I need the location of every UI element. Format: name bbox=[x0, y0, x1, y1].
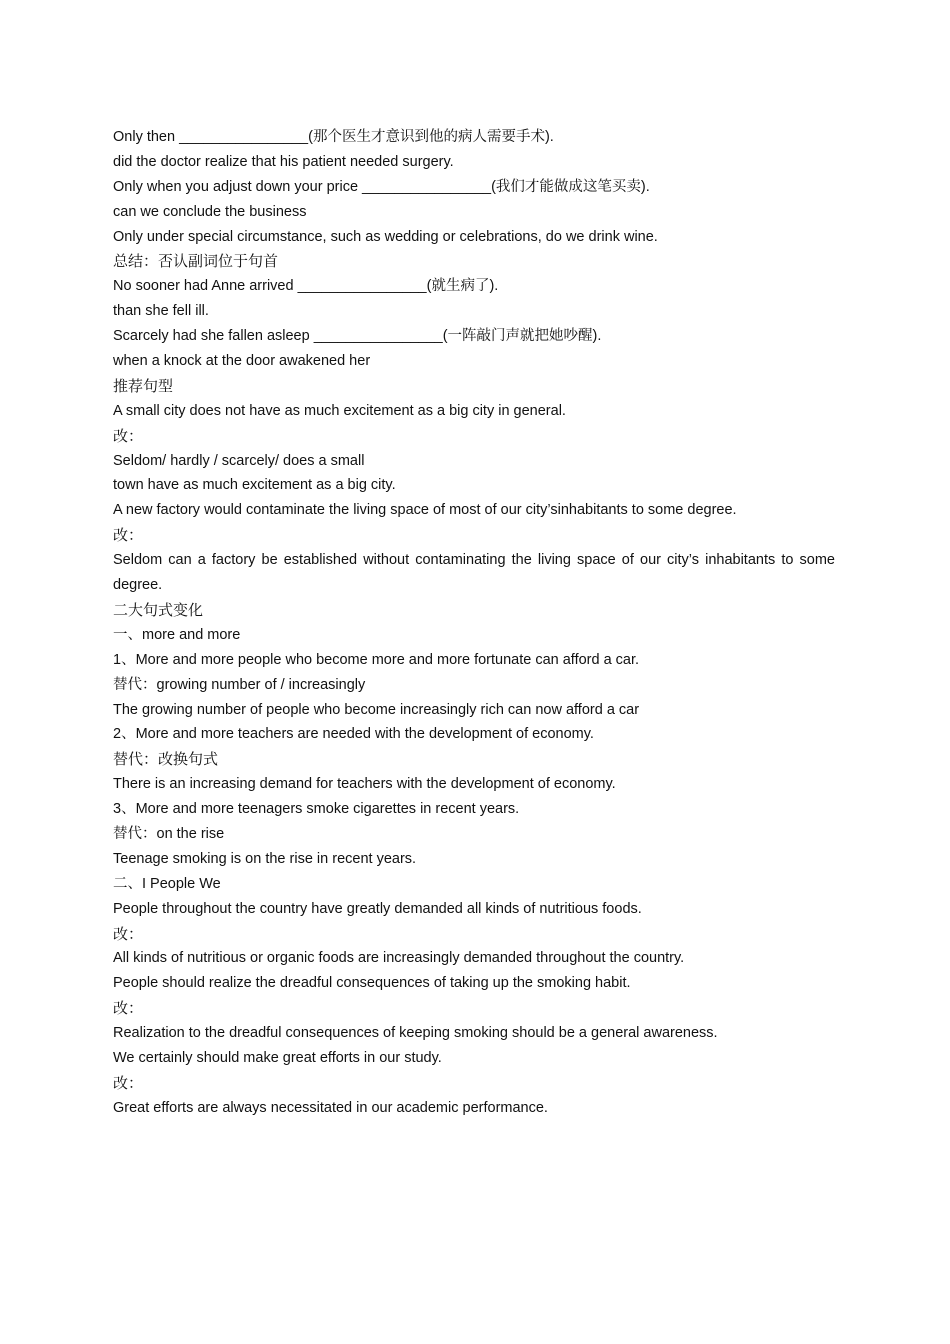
text-line-39: Great efforts are always necessitated in our academic performance. bbox=[113, 1099, 548, 1116]
section-heading-summary: 总结：否认副词位于句首 bbox=[113, 252, 279, 271]
replace-label: 替代：改换句式 bbox=[113, 750, 219, 769]
text-line-12: A small city does not have as much excitement as a big city in general. bbox=[113, 402, 566, 419]
text-line-16: A new factory would contaminate the living space of most of our city’sinhabitants to some degree. bbox=[113, 502, 737, 519]
text-line-7: No sooner had Anne arrived ________________(就生病了). bbox=[113, 278, 499, 295]
revise-label: 改： bbox=[113, 1073, 144, 1092]
subheading-i-people-we: 二、I People We bbox=[113, 875, 221, 892]
text-line-4: can we conclude the business bbox=[113, 203, 307, 220]
text-line-37: We certainly should make great efforts in our study. bbox=[113, 1049, 442, 1066]
text-line-3: Only when you adjust down your price ________________(我们才能做成这笔买卖). bbox=[113, 178, 650, 195]
text-line-21: 1、More and more people who become more and more fortunate can afford a car. bbox=[113, 651, 640, 668]
text-line-8: than she fell ill. bbox=[113, 303, 209, 320]
text-line-10: when a knock at the door awakened her bbox=[113, 353, 371, 370]
revise-label: 改： bbox=[113, 426, 144, 445]
section-heading-recommended: 推荐句型 bbox=[113, 376, 174, 395]
replace-label: 替代：growing number of / increasingly bbox=[113, 676, 366, 693]
revise-label: 改： bbox=[113, 526, 144, 545]
text-line-15: town have as much excitement as a big city. bbox=[113, 477, 396, 494]
replace-label: 替代：on the rise bbox=[113, 825, 225, 842]
text-line-33: All kinds of nutritious or organic foods are increasingly demanded throughout the country. bbox=[113, 950, 685, 967]
subheading-more-and-more: 一、more and more bbox=[113, 626, 241, 643]
revise-label: 改： bbox=[113, 924, 144, 943]
text-line-23: The growing number of people who become increasingly rich can now afford a car bbox=[113, 701, 640, 718]
text-line-1: Only then ________________(那个医生才意识到他的病人需要手术). bbox=[113, 129, 554, 145]
text-line-2: did the doctor realize that his patient needed surgery. bbox=[113, 153, 454, 170]
text-line-36: Realization to the dreadful consequences of keeping smoking should be a general awareness. bbox=[113, 1025, 718, 1042]
text-line-27: 3、More and more teenagers smoke cigarettes in recent years. bbox=[113, 801, 520, 818]
section-heading-two-patterns: 二大句式变化 bbox=[113, 600, 204, 619]
text-line-34: People should realize the dreadful consequences of taking up the smoking habit. bbox=[113, 975, 631, 992]
text-line-31: People throughout the country have greatly demanded all kinds of nutritious foods. bbox=[113, 900, 642, 917]
text-paragraph-seldom: Seldom can a factory be established without contaminating the living space of our city’s inhabitants to some degree. bbox=[113, 552, 835, 594]
revise-label: 改： bbox=[113, 999, 144, 1018]
text-line-26: There is an increasing demand for teachers with the development of economy. bbox=[113, 776, 616, 793]
document-page bbox=[113, 125, 835, 1121]
text-line-5: Only under special circumstance, such as wedding or celebrations, do we drink wine. bbox=[113, 228, 658, 245]
text-line-14: Seldom/ hardly / scarcely/ does a small bbox=[113, 452, 365, 469]
text-line-9: Scarcely had she fallen asleep ________________(一阵敲门声就把她吵醒). bbox=[113, 328, 602, 345]
text-line-24: 2、More and more teachers are needed with the development of economy. bbox=[113, 726, 594, 743]
text-line-29: Teenage smoking is on the rise in recent years. bbox=[113, 850, 417, 867]
